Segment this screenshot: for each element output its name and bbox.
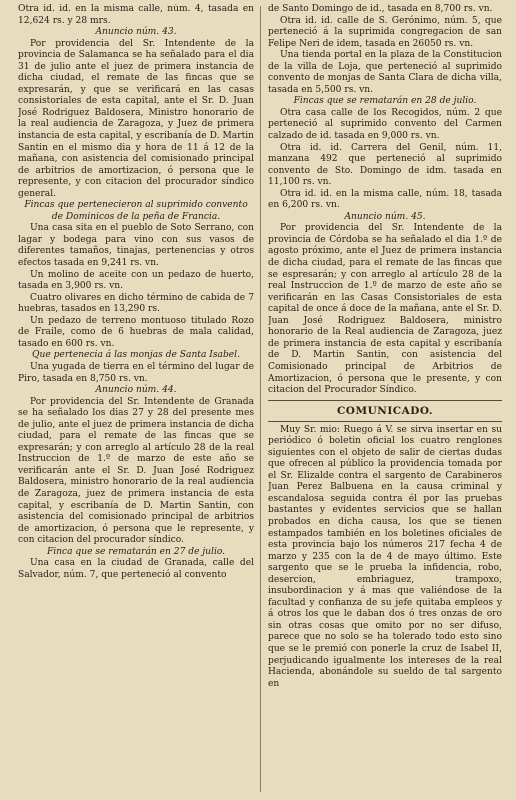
notice-paragraph: Una yugada de tierra en el término del lugar de Piro, tasada en 8,750 rs. vn.	[18, 361, 254, 384]
notice-paragraph: Por providencia del Sr. Intendente de Granada se ha señalado los dias 27 y 28 del presente mes de julio, ante el juez de primera instancia de dicha ciudad, para el remate de las fincas que se expresarán; y con arreglo al artículo 28 de la real Instruccion de 1.º de marzo de este año se verificarán ante el Sr. D. Juan José Rodriguez Baldosera, ministro honorario de la real audiencia de Zaragoza, juez de primera instancia de esta capital, y escribanía de D. Martin Santin, con asistencia del comisionado principal de arbitrios de amortizacion, ó persona que le represente, y con citacion del procurador síndico.	[18, 396, 254, 546]
notice-paragraph: Cuatro olivares en dicho término de cabida de 7 huebras, tasados en 13,290 rs.	[18, 292, 254, 315]
section-heading: Que pertenecia á las monjas de Santa Isabel.	[32, 350, 240, 361]
notice-paragraph: Otra id. id. en la misma calle, núm. 18, tasada en 6,200 rs. vn.	[268, 188, 502, 211]
section-heading: Anuncio núm. 43.	[95, 27, 177, 38]
section-heading: Finca que se rematarán en 27 de julio.	[46, 546, 226, 557]
notice-paragraph: Una casa en la ciudad de Granada, calle del Salvador, núm. 7, que perteneció al convento	[18, 558, 254, 580]
notice-paragraph: Otra id. id. Carrera del Genil, núm. 11, manzana 492 que perteneció al suprimido convento de Sto. Domingo de idm. tasada en 11,100 rs. vn.	[268, 142, 502, 188]
notice-paragraph: Otra id. id. calle de S. Gerónimo, núm. 5, que perteneció á la suprimida congregacion de san Felipe Neri de idem, tasada en 26050 rs. vn.	[268, 15, 502, 49]
section-rule-top	[268, 400, 502, 401]
left-column	[18, 4, 254, 794]
section-heading: Fincas que se rematarán en 28 de julio.	[293, 96, 477, 107]
notice-paragraph: Un pedazo de terreno montuoso titulado Rozo de Fraile, como de 6 huebras de mala calidad, tasado en 600 rs. vn.	[18, 315, 254, 349]
section-rule-bottom	[268, 421, 502, 422]
notice-paragraph: Una casa sita en el pueblo de Soto Serrano, con lagar y bodega para vino con sus vasos de diferentes tamaños, tinajas, pertenencias y otros efectos tasada en 9,241 rs. vn.	[18, 223, 254, 269]
auction-notices-continued	[268, 4, 502, 397]
section-heading: Fincas que pertenecieron al suprimido convento de Dominicos de la peña de Francia.	[24, 200, 248, 222]
section-heading: Anuncio núm. 44.	[95, 385, 177, 396]
right-column	[268, 4, 502, 794]
notice-paragraph: Por providencia del Sr. Intendente de la provincia de Córdoba se ha señalado el dia 1.º de agosto próximo, ante el Juez de primera instancia de dicha ciudad, para el remate de las fincas que se espresarán; y con arreglo al artículo 28 de la real Instruccion de 1.º de marzo de este año se verificarán en las Casas Consistoriales de esta capital de once á doce de la mañana, ante el Sr. D. Juan José Rodriguez Baldosera, ministro honorario de la Real audiencia de Zaragoza, juez de primera instancia de esta capital y escribanía de D. Martin Santin, con asistencia del Comisionado principal de Arbitrios de Amortizacion, ó persona que le presente, y con citacion del Procurador Síndico.	[268, 223, 502, 396]
notice-paragraph: de Santo Domingo de id., tasada en 8,700 rs. vn.	[268, 4, 493, 14]
column-divider	[260, 6, 261, 792]
section-heading: Anuncio núm. 45.	[344, 211, 426, 222]
notice-paragraph: Una tienda portal en la plaza de la Constitucion de la villa de Loja, que perteneció al suprimido convento de monjas de Santa Clara de dicha villa, tasada en 5,500 rs. vn.	[268, 50, 502, 95]
communicado-paragraph: Muy Sr. mio: Ruego á V. se sirva insertar en su periódico ó boletin oficial los cuatro renglones siguientes con el objeto de salir de ciertas dudas que ofrecen al público la providencia tomada por el Sr. Elizalde contra el sargento de Carabineros Juan Perez Balbuena en la causa criminal y escandalosa seguida contra él por las pruebas bastantes y evidentes servicios que se hallan probados en dicha causa, los que se tienen estampados también en los boletines oficiales de esta provincia bajo los números 217 fecha 4 de marzo y 235 con la de 4 de mayo último. Este sargento que se le prueba la infidencia, robo, desercion, embriaguez, trampoxo, insubordinacion y á mas que valiéndose de la facultad y confianza de su jefe quitaba empleos y á otros los que le daban dos ó tres onzas de oro sin otras cosas que omito por no ser difuso, parece que no solo se ha tolerado todo esto sino que se le premió con ponerle la cruz de Isabel II, perjudicando igualmente los intereses de la real Hacienda, abonándole su sueldo de tal sargento en	[268, 424, 502, 689]
notice-paragraph: Por providencia del Sr. Intendente de la provincia de Salamanca se ha señalado para el dia 31 de julio ante el juez de primera instancia de dicha ciudad, el remate de las fincas que se expresarán, y que se verificará en las casas consistoriales de esta capital, ante el Sr. D. Juan José Rodriguez Baldosera, Ministro honorario de la real audiencia de Zaragoza, y Juez de primera instancia de esta capital, y escribanía de D. Martin Santin en el mismo dia y hora de 11 á 12 de la mañana, con asistencia del comisionado principal de arbitrios de amortizacion, ó persona que le represente, y con citacion del procurador síndico general.	[18, 38, 254, 199]
notice-paragraph: Un molino de aceite con un pedazo de huerto, tasada en 3,900 rs. vn.	[18, 269, 254, 292]
notice-paragraph: Otra casa calle de los Recogidos, núm. 2 que perteneció al suprimido convento del Carmen calzado de id. tasada en 9,000 rs. vn.	[268, 107, 502, 142]
notice-paragraph: Otra id. id. en la misma calle, núm. 4, tasada en 12,624 rs. y 28 mrs.	[18, 4, 254, 26]
communicado-title: COMUNICADO.	[336, 404, 434, 417]
communicado-body	[268, 425, 502, 691]
